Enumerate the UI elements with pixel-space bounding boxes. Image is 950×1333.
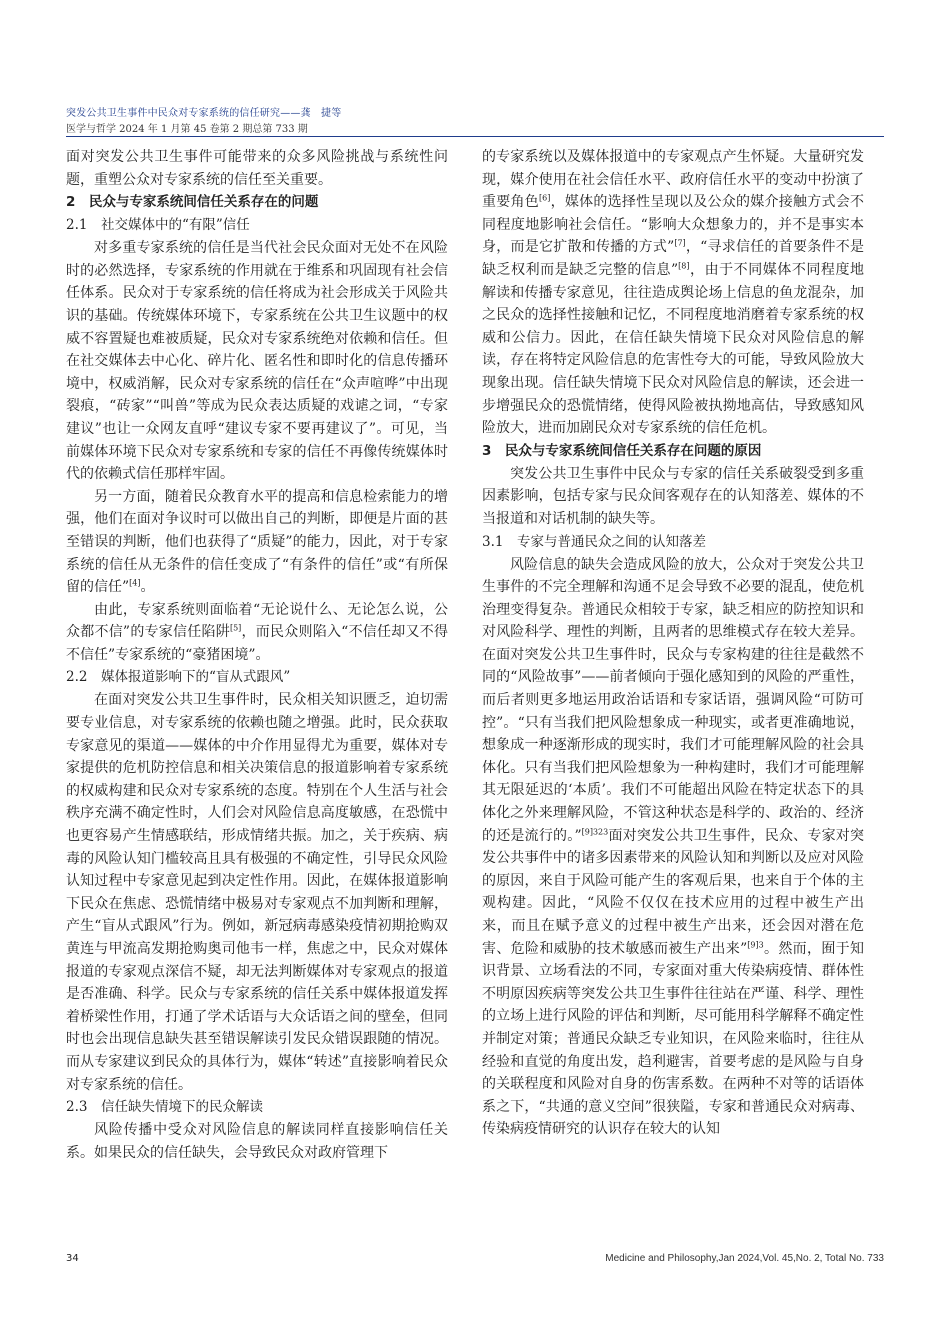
citation-ref[interactable]: [8] xyxy=(678,261,690,271)
header-rule xyxy=(66,136,884,137)
paragraph-text: 面对突发公共卫生事件，民众、专家对突发公共事件中的诸多因素带来的风险认知和判断以及应对风险的原因，来自于风险可能产生的客观后果，也来自于个体的主观构建。因此，“风险不仅仅在技术应用的过程中被生产出来，而且在赋予意义的过程中被生产出来，还会因对潜在危害、危险和威胁的技术敏感而被生产出来” xyxy=(482,827,864,957)
paragraph xyxy=(66,486,448,599)
subsection-heading-2-2: 2.2 媒体报道影响下的“盲从式跟风” xyxy=(66,669,291,686)
paragraph: 对多重专家系统的信任是当代社会民众面对无处不在风险时的必然选择，专家系统的作用就在于维系和巩固现有社会信任体系。民众对于专家系统的信任将成为社会形成关于风险共识的基础。传统媒体环境下，专家系统在公共卫生议题中的权威不容置疑也难被质疑，民众对专家系统绝对依赖和信任。但在社交媒体去中心化、碎片化、匿名性和即时化的信息传播环境中，权威消解，民众对专家系统的信任在“众声喧哗”中出现裂痕，“砖家”“叫兽”等成为民众表达质疑的戏谑之词，“专家建议”也让一众网友直呼“建议专家不要再建议了”。可见，当前媒体环境下民众对专家系统和专家的信任不再像传统媒体时代的依赖式信任那样牢固。 xyxy=(66,240,448,483)
paragraph xyxy=(482,554,864,1141)
subsection-heading-2-3: 2.3 信任缺失情境下的民众解读 xyxy=(66,1099,263,1116)
paragraph-text: ，而民众则陷入“不信任却又不得不信任”专家系统的“豪猪困境”。 xyxy=(66,624,448,663)
citation-ref[interactable]: [9]3 xyxy=(747,939,764,949)
paragraph-text: 另一方面，随着民众教育水平的提高和信息检索能力的增强，他们在面对争议时可以做出自己的判断，即便是片面的甚至错误的判断，他们也获得了“质疑”的能力，因此，对于专家系统的信任从无条件的信任变成了“有条件的信任”或“有所保留的信任” xyxy=(66,488,448,596)
paragraph-text: 的专家系统以及媒体报道中的专家观点产生怀疑。大量研究发现，媒介使用在社会信任水平、政府信任水平的变动中扮演了重要角色 xyxy=(482,149,864,211)
page-number: 34 xyxy=(66,1253,79,1264)
paragraph-text: ，媒体的选择性呈现以及公众的媒介接触方式会不同程度地影响社会信任。“影响大众想象力的，并不是事实本身，而是它扩散和传播的方式” xyxy=(482,194,865,256)
paragraph-text: 。然而，囿于知识背景、立场看法的不同，专家面对重大传染病疫情、群体性不明原因疾病等突发公共卫生事件往往站在严谨、科学、理性的立场上进行风险的评估和判断，尽可能用科学解释不确定性并制定对策；普通民众缺乏专业知识，在风险来临时，往往从经验和直觉的角度出发，趋利避害，首要考虑的是风险与自身的关联程度和风险对自身的伤害系数。在两种不对等的话语体系之下，“共通的意义空间”很狭隘，专家和普通民众对病毒、传染病疫情研究的认识存在较大的认知 xyxy=(482,940,865,1138)
section-heading-3: 3 民众与专家系统间信任关系存在问题的原因 xyxy=(482,442,762,459)
paragraph xyxy=(482,146,864,440)
paragraph-text: 。 xyxy=(140,579,155,596)
section-heading-2: 2 民众与专家系统间信任关系存在的问题 xyxy=(66,194,319,211)
paragraph-text: 由此，专家系统则面临着“无论说什么、无论怎么说，公众都不信”的专家信任陷阱 xyxy=(66,601,448,641)
journal-issue-line: 医学与哲学 2024 年 1 月第 45 卷第 2 期总第 733 期 xyxy=(66,124,308,135)
journal-footer: Medicine and Philosophy,Jan 2024,Vol. 45,No. 2, Total No. 733 xyxy=(605,1253,884,1264)
paragraph: 面对突发公共卫生事件可能带来的众多风险挑战与系统性问题，重塑公众对专家系统的信任至关重要。 xyxy=(66,149,448,188)
citation-ref[interactable]: [6] xyxy=(539,193,551,203)
citation-ref[interactable]: [4] xyxy=(129,578,141,588)
right-column xyxy=(482,146,864,1141)
paragraph: 风险传播中受众对风险信息的解读同样直接影响信任关系。如果民众的信任缺失，会导致民众对政府管理下 xyxy=(66,1122,448,1161)
paragraph-text: ，“寻求信任的首要条件不是缺乏权利而是缺乏完整的信息” xyxy=(482,239,864,278)
citation-ref[interactable]: [7] xyxy=(674,238,686,248)
subsection-heading-2-1: 2.1 社交媒体中的“有限”信任 xyxy=(66,217,250,234)
citation-ref[interactable]: [5] xyxy=(229,623,242,633)
paragraph: 突发公共卫生事件中民众与专家的信任关系破裂受到多重因素影响，包括专家与民众间客观存在的认知落差、媒体的不当报道和对话机制的缺失等。 xyxy=(482,465,864,527)
running-header-title: 突发公共卫生事件中民众对专家系统的信任研究——龚 捷等 xyxy=(66,108,342,119)
paragraph-text: 风险信息的缺失会造成风险的放大，公众对于突发公共卫生事件的不完全理解和沟通不足会导致不必要的混乱，使危机治理变得复杂。普通民众相较于专家，缺乏相应的防控知识和对风险科学、理性的判断，且两者的思维模式存在较大差异。在面对突发公共卫生事件时，民众与专家构建的往往是截然不同的“风险故事”——前者倾向于强化感知到的风险的严重性，而后者则更多地运用政治话语和专家话语，强调风险“可防可控”。“只有当我们把风险想象成一种现实，或者更准确地说，想象成一种逐渐形成的现实时，我们才可能理解风险的社会具体化。只有当我们把风险想象为一种构建时，我们才可能理解其无限延迟的‘本质’。我们不可能超出风险在特定状态下的具体化之外来理解风险，不管这种状态是科学的、政治的、经济的还是流行的。” xyxy=(482,556,864,844)
citation-ref[interactable]: [9]323 xyxy=(581,826,609,836)
paragraph-text: ，由于不同媒体不同程度地解读和传播专家意见，往往造成舆论场上信息的鱼龙混杂，加之民众的选择性接触和记忆，不同程度地消磨着专家系统的权威和公信力。因此，在信任缺失情境下民众对风险信息的解读，存在将特定风险信息的危害性夸大的可能，导致风险放大现象出现。信任缺失情境下民众对风险信息的解读，还会进一步增强民众的恐慌情绪，使得风险被执拗地高估，导致感知风险放大，进而加剧民众对专家系统的信任危机。 xyxy=(482,261,864,437)
paragraph: 在面对突发公共卫生事件时，民众相关知识匮乏，迫切需要专业信息，对专家系统的依赖也随之增强。此时，民众获取专家意见的渠道——媒体的中介作用显得尤为重要，媒体对专家提供的危机防控信息和相关决策信息的报道影响着专家系统的权威构建和民众对专家系统的态度。特别在个人生活与社会秩序充满不确定性时，人们会对风险信息高度敏感，在恐慌中也更容易产生情感联结，形成情绪共振。加之，关于疾病、病毒的风险认知门槛较高且具有极强的不确定性，引导民众风险认知过程中专家意见起到决定性作用。因此，在媒体报道影响下民众在焦虑、恐慌情绪中极易对专家观点不加判断和理解，产生“盲从式跟风”行为。例如，新冠病毒感染疫情初期抢购双黄连与甲流高发期抢购奥司他韦一样，焦虑之中，民众对媒体报道的专家观点深信不疑，却无法判断媒体对专家观点的报道是否准确、科学。民众与专家系统的信任关系中媒体报道发挥着桥梁性作用，打通了学术话语与大众话语之间的壁垒，但同时也会出现信息缺失甚至错误解读引发民众错误跟随的情况。而从专家建议到民众的具体行为，媒体“转述”直接影响着民众对专家系统的信任。 xyxy=(66,692,448,1093)
subsection-heading-3-1: 3.1 专家与普通民众之间的认知落差 xyxy=(482,533,706,550)
paragraph xyxy=(66,599,448,667)
left-column xyxy=(66,146,448,1164)
